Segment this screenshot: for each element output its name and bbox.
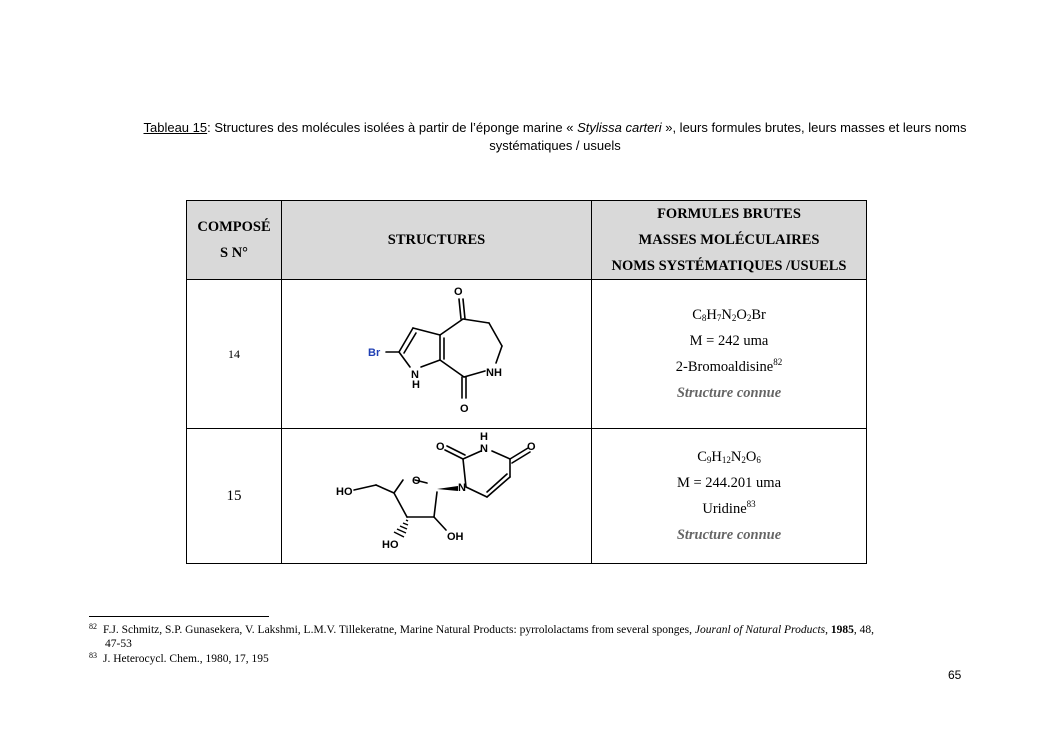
- page-number: 65: [948, 668, 962, 682]
- atom-o-top: O: [454, 286, 463, 298]
- table-row: [187, 429, 867, 564]
- caption-text-end: », leurs formules brutes, leurs masses et leurs noms systématiques / usuels: [489, 120, 967, 153]
- atom-br: Br: [368, 347, 381, 359]
- atom-ho-bottom: HO: [382, 539, 399, 551]
- structure-status: Structure connue: [676, 385, 782, 401]
- caption-label: Tableau 15: [143, 120, 208, 135]
- table-header-row: [187, 201, 867, 280]
- atom-ho-chain: HO: [336, 486, 353, 498]
- compound-number: 15: [187, 429, 282, 564]
- header-compound-number: COMPOSÉ S N°: [187, 201, 282, 280]
- table-caption: [110, 119, 1000, 155]
- compound-info: [592, 280, 867, 429]
- caption-species: Stylissa carteri: [577, 120, 662, 135]
- caption-text: : Structures des molécules isolées à partir de l’éponge marine «: [207, 120, 578, 135]
- compound-name: Uridine$^{83}$: [702, 499, 756, 517]
- atom-n-ring: N: [411, 369, 419, 381]
- atom-n-top: N: [480, 443, 488, 455]
- structure-status: Structure connue: [676, 527, 782, 543]
- compounds-table: [186, 200, 867, 564]
- table-row: [187, 280, 867, 429]
- atom-oh-bottom: OH: [447, 531, 464, 543]
- footnote-ref: 83: [746, 499, 756, 509]
- formula: $C_8H_7N_2O_2Br$: [692, 307, 766, 323]
- compound-info: [592, 429, 867, 564]
- structure-cell: [282, 280, 592, 429]
- atom-h-top: H: [480, 431, 488, 443]
- formula: $C_9H_{12}N_2O_6$: [697, 449, 761, 465]
- atom-o-bottom: O: [460, 403, 469, 415]
- atom-h-ring: H: [412, 379, 420, 391]
- footnote-separator: [89, 616, 269, 617]
- header-formulas: FORMULES BRUTES MASSES MOLÉCULAIRES NOMS SYSTÉMATIQUES /USUELS: [592, 201, 867, 280]
- atom-o-ring: O: [412, 475, 421, 487]
- footnote-82: $^{82}$ F.J. Schmitz, S.P. Gunasekera, V. Lakshmi, L.M.V. Tillekeratne, Marine Natural Products: pyrrololactams from several sponges, Jouranl of Natural Products, 1985, 48, 47-53: [89, 622, 874, 650]
- molecular-mass: M = 244.201 uma: [676, 475, 782, 491]
- structure-cell: [282, 429, 592, 564]
- hashed-bond: [394, 520, 408, 537]
- atom-nh-amide: NH: [486, 367, 502, 379]
- compound-name: 2-Bromoaldisine$^{82}$: [675, 357, 783, 375]
- atom-n-ring: N: [458, 482, 466, 494]
- uridine-structure: [282, 429, 591, 558]
- header-structures: STRUCTURES: [282, 201, 592, 280]
- footnote-ref: 82: [773, 357, 783, 367]
- bromoaldisine-structure: [282, 280, 591, 423]
- atom-o-left: O: [436, 441, 445, 453]
- wedge-bond: [437, 486, 458, 491]
- compound-number: 14: [187, 280, 282, 429]
- footnote-83: $^{83}$ J. Heterocycl. Chem., 1980, 17, 195: [89, 651, 269, 665]
- molecular-mass: M = 242 uma: [689, 333, 769, 349]
- atom-o-right: O: [527, 441, 536, 453]
